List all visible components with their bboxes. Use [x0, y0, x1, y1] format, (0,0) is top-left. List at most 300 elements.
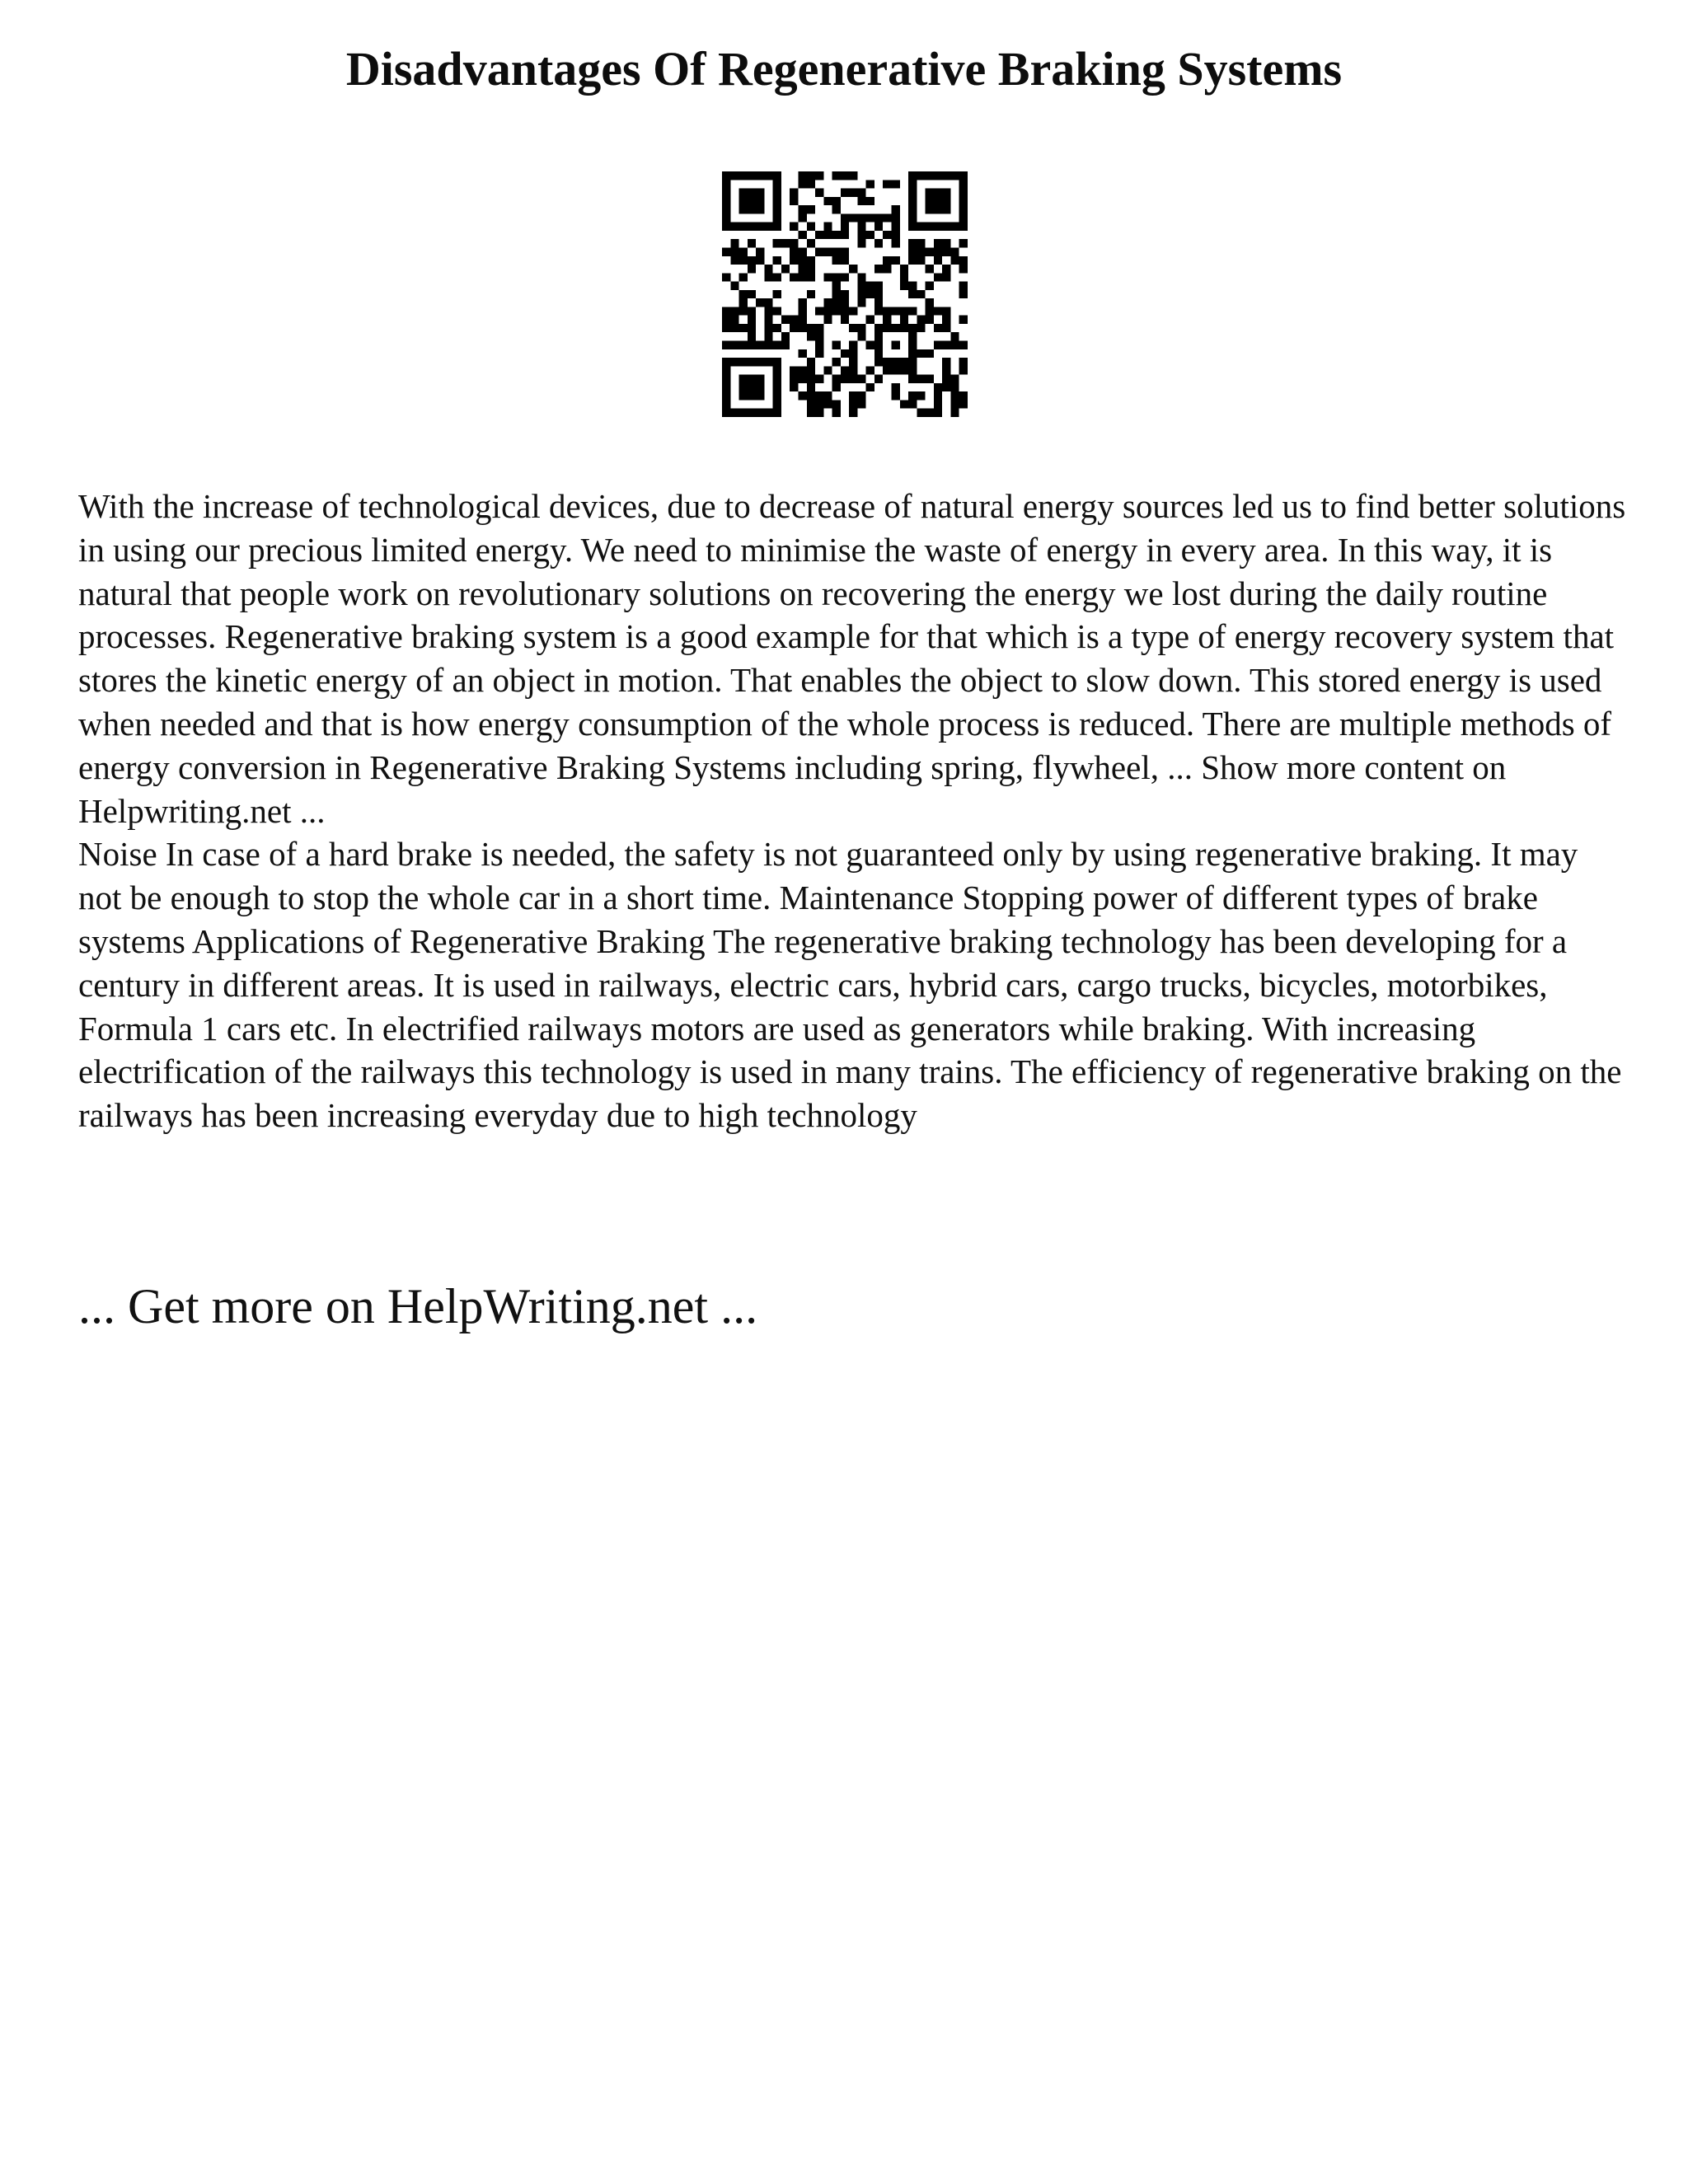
qr-module — [739, 341, 748, 349]
qr-module — [926, 316, 934, 324]
qr-module — [841, 247, 849, 255]
qr-module — [815, 332, 823, 340]
qr-module — [900, 282, 908, 290]
qr-module — [900, 324, 908, 332]
qr-module — [807, 332, 815, 340]
qr-module — [790, 189, 798, 197]
qr-module — [823, 391, 832, 400]
qr-module — [926, 409, 934, 417]
qr-module — [942, 189, 950, 197]
qr-module — [883, 265, 891, 273]
qr-module — [798, 307, 806, 315]
qr-module — [934, 256, 942, 265]
qr-module — [892, 231, 900, 239]
qr-module — [942, 307, 950, 315]
qr-module — [908, 171, 917, 180]
qr-module — [739, 273, 748, 281]
qr-module — [781, 332, 790, 340]
qr-module — [959, 239, 968, 247]
qr-module — [900, 273, 908, 281]
qr-module — [900, 358, 908, 366]
qr-module — [739, 307, 748, 315]
qr-module — [866, 316, 874, 324]
qr-module — [748, 189, 756, 197]
qr-module — [823, 231, 832, 239]
qr-module — [730, 409, 738, 417]
qr-module — [883, 180, 891, 188]
qr-module — [790, 247, 798, 255]
qr-module — [892, 341, 900, 349]
qr-module — [866, 282, 874, 290]
qr-module — [917, 391, 925, 400]
qr-module — [739, 197, 748, 205]
qr-module — [849, 400, 857, 408]
qr-module — [866, 231, 874, 239]
qr-module — [857, 375, 865, 383]
qr-module — [950, 341, 959, 349]
qr-module — [841, 307, 849, 315]
qr-module — [892, 324, 900, 332]
qr-module — [917, 171, 925, 180]
qr-module — [900, 265, 908, 273]
qr-module — [722, 341, 730, 349]
qr-module — [866, 341, 874, 349]
qr-module — [917, 239, 925, 247]
qr-module — [908, 324, 917, 332]
qr-module — [950, 391, 959, 400]
qr-module — [764, 358, 772, 366]
qr-module — [722, 324, 730, 332]
qr-module — [798, 375, 806, 383]
qr-module — [798, 316, 806, 324]
qr-module — [790, 375, 798, 383]
qr-module — [730, 316, 738, 324]
qr-module — [908, 391, 917, 400]
qr-module — [883, 316, 891, 324]
qr-module — [756, 383, 764, 391]
qr-module — [748, 341, 756, 349]
qr-module — [798, 324, 806, 332]
qr-module — [790, 197, 798, 205]
qr-module — [908, 205, 917, 213]
qr-module — [917, 316, 925, 324]
article-body — [78, 485, 1628, 1137]
qr-module — [934, 247, 942, 255]
qr-module — [874, 213, 883, 222]
qr-module — [764, 409, 772, 417]
qr-module — [739, 256, 748, 265]
qr-module — [942, 265, 950, 273]
qr-module — [807, 265, 815, 273]
qr-module — [892, 213, 900, 222]
qr-module — [807, 223, 815, 231]
qr-module — [748, 197, 756, 205]
qr-module — [841, 256, 849, 265]
qr-module — [790, 273, 798, 281]
qr-module — [942, 223, 950, 231]
qr-module — [823, 307, 832, 315]
qr-module — [934, 189, 942, 197]
qr-module — [908, 400, 917, 408]
qr-module — [849, 324, 857, 332]
qr-module — [730, 247, 738, 255]
qr-module — [934, 239, 942, 247]
qr-module — [892, 358, 900, 366]
qr-module — [917, 409, 925, 417]
qr-module — [722, 189, 730, 197]
qr-module — [773, 189, 781, 197]
qr-module — [832, 205, 841, 213]
qr-module — [739, 298, 748, 307]
qr-module — [908, 180, 917, 188]
qr-module — [764, 324, 772, 332]
qr-module — [832, 409, 841, 417]
qr-module — [832, 282, 841, 290]
qr-module — [883, 213, 891, 222]
qr-module — [815, 349, 823, 358]
qr-module — [739, 409, 748, 417]
qr-module — [959, 171, 968, 180]
qr-module — [950, 383, 959, 391]
qr-module — [849, 189, 857, 197]
qr-module — [917, 290, 925, 298]
qr-module — [807, 358, 815, 366]
qr-module — [773, 409, 781, 417]
qr-module — [722, 307, 730, 315]
qr-module — [841, 171, 849, 180]
qr-module — [807, 205, 815, 213]
qr-module — [849, 265, 857, 273]
qr-module — [959, 316, 968, 324]
qr-module — [959, 282, 968, 290]
qr-module — [764, 265, 772, 273]
qr-module — [722, 409, 730, 417]
qr-module — [959, 213, 968, 222]
qr-module — [748, 171, 756, 180]
qr-module — [934, 223, 942, 231]
qr-module — [832, 400, 841, 408]
qr-module — [722, 180, 730, 188]
qr-module — [883, 358, 891, 366]
qr-module — [959, 391, 968, 400]
qr-module — [917, 223, 925, 231]
get-more-link[interactable]: ... Get more on HelpWriting.net ... — [78, 1279, 758, 1333]
qr-module — [739, 383, 748, 391]
qr-module — [926, 349, 934, 358]
qr-module — [926, 375, 934, 383]
qr-module — [942, 358, 950, 366]
qr-module — [934, 391, 942, 400]
qr-module — [722, 366, 730, 374]
qr-module — [908, 223, 917, 231]
qr-module — [748, 316, 756, 324]
qr-module — [849, 391, 857, 400]
qr-module — [926, 298, 934, 307]
qr-module — [866, 366, 874, 374]
qr-module — [926, 247, 934, 255]
qr-module — [823, 316, 832, 324]
qr-module — [798, 231, 806, 239]
qr-module — [798, 366, 806, 374]
qr-module — [874, 341, 883, 349]
qr-module — [773, 383, 781, 391]
qr-module — [857, 239, 865, 247]
qr-module — [942, 205, 950, 213]
qr-module — [908, 213, 917, 222]
qr-module — [934, 400, 942, 408]
qr-module — [730, 256, 738, 265]
qr-module — [832, 298, 841, 307]
qr-module — [959, 256, 968, 265]
qr-module — [722, 223, 730, 231]
qr-module — [807, 171, 815, 180]
qr-module — [917, 349, 925, 358]
qr-module — [739, 375, 748, 383]
qr-module — [773, 366, 781, 374]
qr-module — [832, 256, 841, 265]
qr-module — [841, 223, 849, 231]
qr-module — [798, 213, 806, 222]
qr-module — [917, 375, 925, 383]
qr-module — [832, 273, 841, 281]
qr-module — [908, 307, 917, 315]
qr-module — [908, 239, 917, 247]
qr-module — [748, 265, 756, 273]
qr-module — [773, 205, 781, 213]
qr-module — [807, 383, 815, 391]
qr-module — [773, 180, 781, 188]
qr-module — [773, 256, 781, 265]
qr-module — [807, 400, 815, 408]
qr-module — [807, 375, 815, 383]
qr-module — [841, 213, 849, 222]
qr-module — [832, 197, 841, 205]
qr-module — [815, 324, 823, 332]
qr-module — [823, 298, 832, 307]
qr-module — [739, 290, 748, 298]
qr-module — [950, 400, 959, 408]
qr-module — [764, 298, 772, 307]
qr-module — [883, 307, 891, 315]
qr-module — [950, 171, 959, 180]
qr-module — [739, 391, 748, 400]
qr-module — [832, 307, 841, 315]
qr-module — [832, 171, 841, 180]
qr-module — [798, 391, 806, 400]
qr-module — [815, 247, 823, 255]
qr-module — [764, 273, 772, 281]
qr-module — [959, 265, 968, 273]
qr-module — [841, 273, 849, 281]
qr-module — [756, 256, 764, 265]
qr-module — [934, 341, 942, 349]
qr-module — [857, 298, 865, 307]
qr-module — [764, 332, 772, 340]
qr-module — [892, 205, 900, 213]
qr-module — [866, 290, 874, 298]
qr-module — [756, 223, 764, 231]
qr-module — [926, 265, 934, 273]
qr-module — [934, 273, 942, 281]
page-title: Disadvantages Of Regenerative Braking Systems — [345, 42, 1343, 96]
qr-module — [722, 400, 730, 408]
qr-module — [908, 358, 917, 366]
qr-module — [815, 375, 823, 383]
qr-module — [815, 400, 823, 408]
qr-module — [857, 223, 865, 231]
qr-module — [866, 383, 874, 391]
qr-module — [773, 324, 781, 332]
qr-module — [942, 239, 950, 247]
qr-module — [959, 341, 968, 349]
qr-module — [908, 256, 917, 265]
qr-module — [748, 324, 756, 332]
qr-module — [739, 171, 748, 180]
qr-module — [748, 383, 756, 391]
qr-module — [748, 307, 756, 315]
qr-module — [959, 180, 968, 188]
qr-module — [790, 256, 798, 265]
qr-module — [748, 239, 756, 247]
qr-module — [722, 247, 730, 255]
qr-module — [748, 375, 756, 383]
qr-module — [841, 375, 849, 383]
paragraph-disadvantages: Noise In case of a hard brake is needed, the safety is not guaranteed only by using regenerative braking. It may not be enough to stop the whole car in a short time. Maintenance Stopping power of different types of brake systems Applications of Regenerative Braking The regenerative braking technology has been developing for a century in different areas. It is used in railways, electric cars, hybrid cars, cargo trucks, bicycles, motorbikes, Formula 1 cars etc. In electrified railways motors are used as generators while braking. With increasing electrification of the railways this technology is used in many trains. The efficiency of regenerative braking on the railways has been increasing everyday due to high technology — [78, 835, 1622, 1135]
qr-module — [739, 247, 748, 255]
qr-module — [857, 213, 865, 222]
qr-module — [942, 197, 950, 205]
qr-module — [730, 171, 738, 180]
qr-module — [756, 375, 764, 383]
qr-module — [815, 391, 823, 400]
qr-module — [841, 298, 849, 307]
qr-module — [756, 298, 764, 307]
qr-module — [832, 231, 841, 239]
qr-module — [739, 358, 748, 366]
qr-module — [722, 316, 730, 324]
qr-module — [790, 239, 798, 247]
qr-module — [883, 256, 891, 265]
qr-module — [773, 341, 781, 349]
qr-module — [942, 375, 950, 383]
qr-module — [934, 409, 942, 417]
qr-module — [934, 307, 942, 315]
qr-module — [883, 231, 891, 239]
qr-module — [841, 189, 849, 197]
qr-module — [857, 324, 865, 332]
qr-module — [748, 256, 756, 265]
qr-module — [917, 256, 925, 265]
qr-module — [917, 324, 925, 332]
qr-module — [857, 189, 865, 197]
qr-module — [815, 171, 823, 180]
qr-module — [950, 332, 959, 340]
qr-module — [764, 307, 772, 315]
qr-module — [722, 383, 730, 391]
qr-module — [739, 205, 748, 213]
qr-module — [815, 189, 823, 197]
qr-module — [764, 316, 772, 324]
qr-module — [841, 366, 849, 374]
qr-module — [959, 189, 968, 197]
qr-module — [756, 247, 764, 255]
qr-module — [730, 223, 738, 231]
qr-module — [748, 223, 756, 231]
qr-module — [841, 349, 849, 358]
qr-module — [730, 307, 738, 315]
qr-module — [900, 316, 908, 324]
qr-module — [823, 273, 832, 281]
qr-module — [823, 400, 832, 408]
qr-module — [857, 332, 865, 340]
qr-module — [823, 366, 832, 374]
qr-module — [950, 247, 959, 255]
qr-module — [926, 189, 934, 197]
qr-module — [798, 298, 806, 307]
qr-module — [926, 205, 934, 213]
qr-module — [832, 358, 841, 366]
qr-module — [926, 171, 934, 180]
qr-module — [874, 307, 883, 315]
qr-module — [866, 197, 874, 205]
qr-module — [823, 223, 832, 231]
qr-module — [773, 197, 781, 205]
qr-module — [773, 273, 781, 281]
qr-module — [823, 247, 832, 255]
qr-module — [883, 366, 891, 374]
qr-module — [926, 223, 934, 231]
qr-module — [807, 366, 815, 374]
qr-module — [739, 189, 748, 197]
qr-module — [926, 307, 934, 315]
qr-module — [849, 341, 857, 349]
qr-module — [832, 375, 841, 383]
qr-module — [773, 391, 781, 400]
qr-module — [807, 180, 815, 188]
qr-module — [942, 324, 950, 332]
qr-module — [900, 366, 908, 374]
qr-module — [849, 358, 857, 366]
qr-module — [807, 324, 815, 332]
qr-module — [874, 349, 883, 358]
qr-module — [892, 383, 900, 391]
qr-module — [764, 341, 772, 349]
qr-module — [874, 223, 883, 231]
qr-module — [874, 332, 883, 340]
qr-module — [950, 223, 959, 231]
qr-module — [892, 256, 900, 265]
qr-module — [781, 239, 790, 247]
qr-module — [773, 213, 781, 222]
qr-module — [781, 265, 790, 273]
qr-module — [756, 197, 764, 205]
qr-module — [892, 391, 900, 400]
qr-module — [798, 247, 806, 255]
qr-module — [874, 282, 883, 290]
qr-module — [798, 180, 806, 188]
qr-module — [798, 205, 806, 213]
qr-module — [892, 307, 900, 315]
qr-module — [790, 223, 798, 231]
qr-module — [857, 391, 865, 400]
qr-module — [908, 349, 917, 358]
qr-module — [908, 247, 917, 255]
qr-module — [849, 171, 857, 180]
qr-module — [874, 375, 883, 383]
qr-module — [790, 316, 798, 324]
qr-module — [832, 383, 841, 391]
qr-module — [942, 247, 950, 255]
